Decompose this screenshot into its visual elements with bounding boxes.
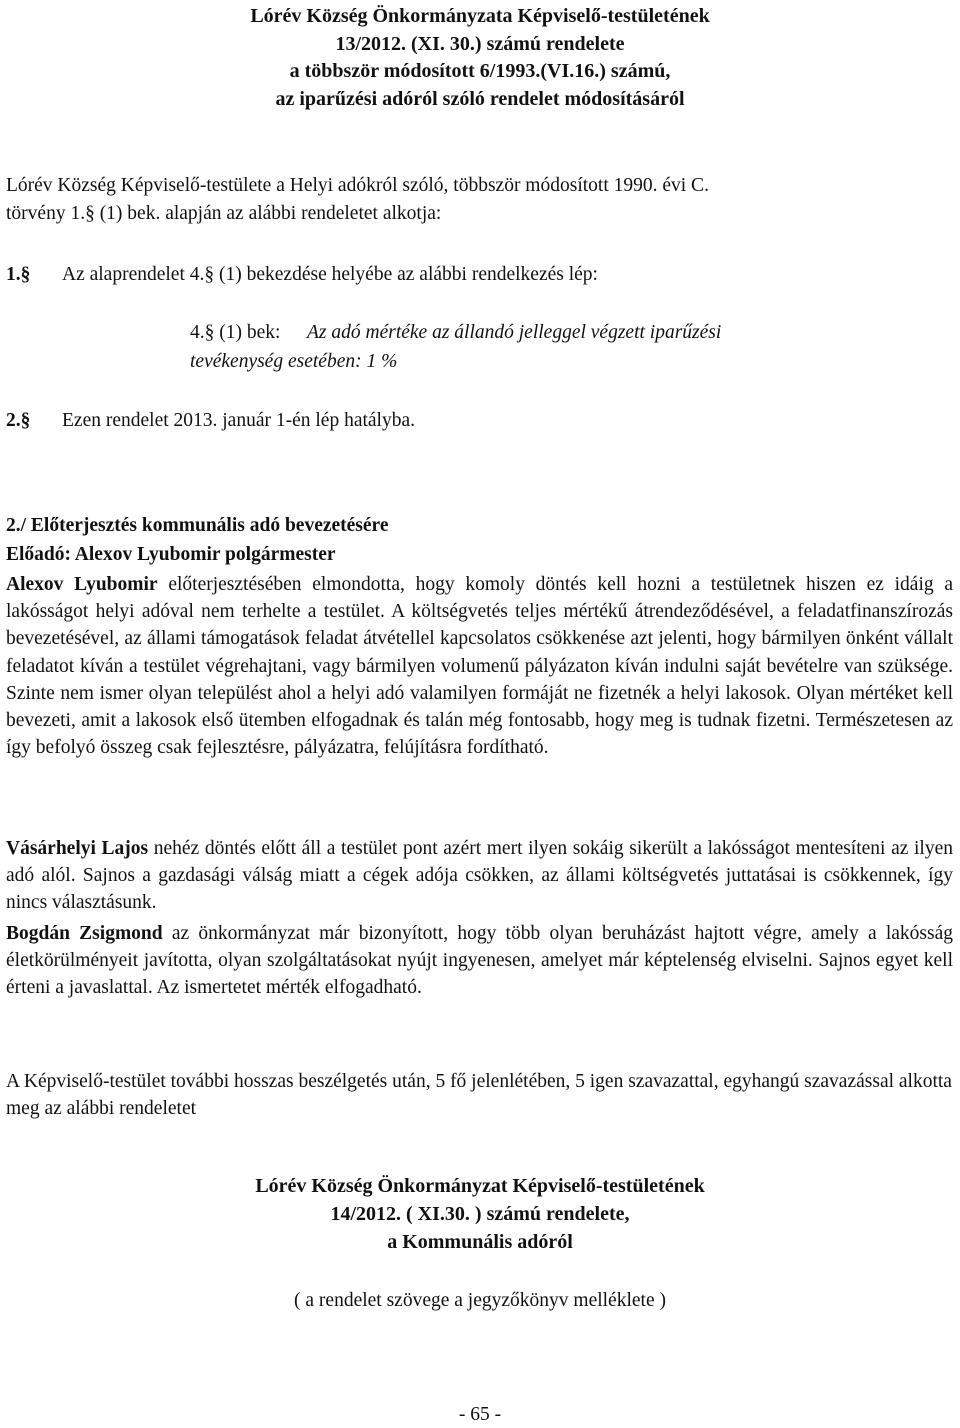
annex-note: ( a rendelet szövege a jegyzőkönyv melléklete )	[294, 1290, 666, 1311]
speaker-name: Vásárhelyi Lajos	[6, 838, 149, 859]
quote-line1: Az adó mértéke az állandó jelleggel végzett iparűzési	[307, 322, 722, 343]
vote-paragraph: A Képviselő-testület további hosszas beszélgetés után, 5 fő jelenlétében, 5 igen szavazattal, egyhangú szavazással alkotta meg az alábbi rendeletet	[6, 1071, 952, 1120]
speech-vasarhelyi	[6, 835, 953, 917]
item1-text: Az alaprendelet 4.§ (1) bekezdése helyébe az alábbi rendelkezés lép:	[62, 264, 598, 285]
speech-bogdan	[6, 920, 953, 1002]
speaker-name: Alexov Lyubomir	[6, 574, 158, 595]
quote-reference: 4.§ (1) bek:	[190, 322, 281, 343]
page-number: - 65 -	[458, 1404, 502, 1425]
header2-line1: Lórév Község Önkormányzat Képviselő-testületének	[255, 1175, 705, 1197]
preamble-line2: törvény 1.§ (1) bek. alapján az alábbi rendeletet alkotja:	[6, 203, 442, 224]
header2-line2: 14/2012. ( XI.30. ) számú rendelete,	[330, 1203, 630, 1225]
speech-text: az önkormányzat már bizonyított, hogy több olyan beruházást hajtott végre, amely a lakósság életkörülményeit javította, olyan szolgáltatásokat nyújt ingyenesen, amelyet már képtelenség elviselni. Sajnos egyet kell érteni a javaslattal. Az ismertetet mérték elfogadható.	[6, 923, 953, 999]
header1-line1: Lórév Község Önkormányzata Képviselő-testületének	[250, 5, 710, 27]
item2-text: Ezen rendelet 2013. január 1-én lép hatályba.	[62, 410, 416, 431]
item1-number: 1.§	[6, 264, 31, 285]
header1-line4: az iparűzési adóról szóló rendelet módosításáról	[275, 87, 685, 110]
speaker-name: Bogdán Zsigmond	[6, 923, 163, 944]
item2-number: 2.§	[6, 410, 31, 431]
speech-text: előterjesztésében elmondotta, hogy komoly döntés kell hozni a testületnek hiszen ez idáig a lakósságot helyi adóval nem terhelte a testület. A költségvetés teljes mértékű átrendeződésével, a feladatfinanszírozás bevezetésével, az állami támogatások feladat átvétellel kapcsolatos csökkenése azt jelenti, hogy bármilyen önként vállalt feladatot kíván a testület végrehajtani, vagy bármilyen volumenű pályázaton kíván indulni saját bevételre van szüksége. Szinte nem ismer olyan települést ahol a helyi adó valamilyen formáját ne fizetnék a helyi lakosok. Olyan mértéket kell bevezeti, amit a lakosok első ütemben elfogadnak és talán még fontosabb, hogy meg is tudnak fizetni. Természetesen az így befolyó összeg csak fejlesztésre, pályázatra, felújításra fordítható.	[6, 574, 954, 759]
agenda-title: 2./ Előterjesztés kommunális adó bevezetésére	[6, 515, 389, 536]
speech-text: nehéz döntés előtt áll a testület pont azért mert ilyen sokáig sikerült a lakósságot mentesíteni az ilyen adó alól. Sajnos a gazdasági válság miatt a cégek adója csökken, az állami költségvetés juttatásai is csökkennek, így nincs választásunk.	[6, 838, 954, 914]
decree-header-1	[190, 3, 770, 113]
header1-line2: 13/2012. (XI. 30.) számú rendelete	[335, 32, 625, 55]
agenda-presenter: Előadó: Alexov Lyubomir polgármester	[6, 544, 336, 565]
decree-header-2	[160, 1172, 800, 1256]
header2-line3: a Kommunális adóról	[387, 1231, 573, 1253]
preamble-line1: Lórév Község Képviselő-testülete a Helyi adókról szóló, többször módosított 1990. évi C.	[6, 175, 709, 196]
header1-line3: a többször módosított 6/1993.(VI.16.) számú,	[289, 60, 671, 82]
speech-alexov	[6, 571, 953, 761]
quote-line2: tevékenység esetében: 1 %	[190, 351, 398, 372]
